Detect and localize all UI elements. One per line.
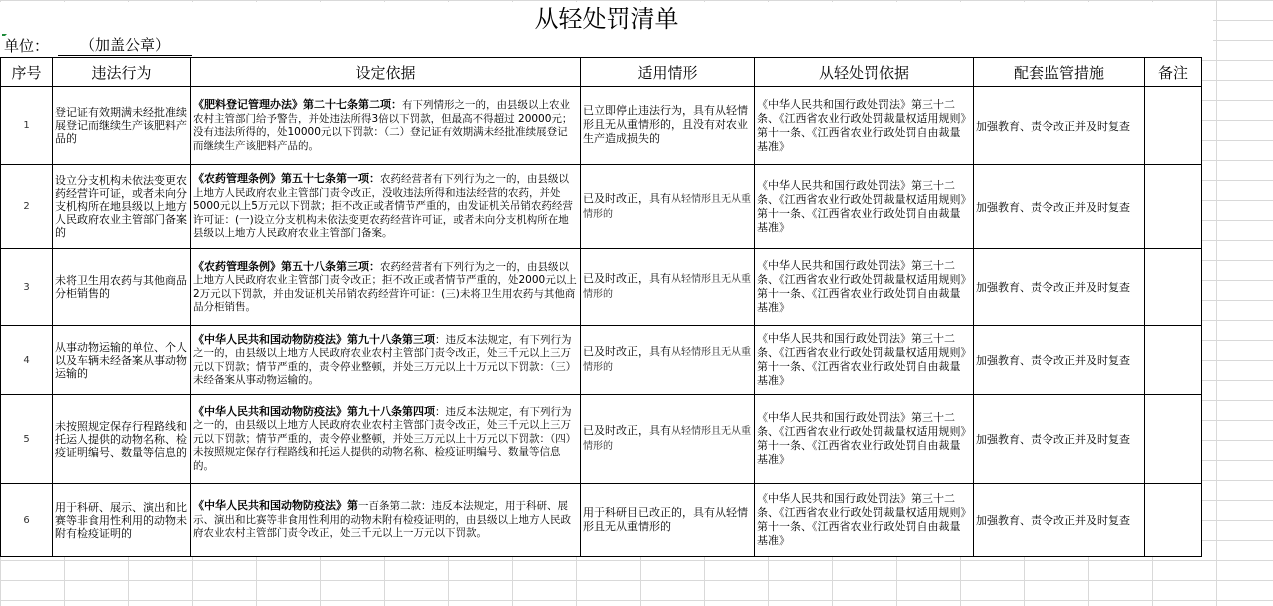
basis-body: ：违反本法规定，有下列行为之一的，由县级以上地方人民政府农业农村主管部门责令改正，处三千元以上三万元以下罚款；情节严重的，责令停业整顿，并处三万元以上十万元以下罚款：（四）未按照规定保存行程路线和托运人提供的动物名称、检疫证明编号、数量等信息的。 <box>193 405 577 472</box>
penalty-table <box>0 57 1202 557</box>
cell-measures[interactable]: 加强教育、责令改正并及时复查 <box>974 249 1145 326</box>
cell-measures[interactable]: 加强教育、责令改正并及时复查 <box>974 87 1145 165</box>
situation-small: 从轻情形且无从重情形的 <box>583 274 751 300</box>
cell-basis[interactable] <box>191 165 581 249</box>
cell-act[interactable]: 用于科研、展示、演出和比赛等非食用性利用的动物未附有检疫证明的 <box>53 484 191 557</box>
basis-body: 农药经营者有下列行为之一的，由县级以上地方人民政府农业主管部门责令改正；拒不改正或者情节严重的，处2000元以上2万元以下罚款，并由发证机关吊销农药经营许可证：(三)未将卫生用农药与其他商品分柜销售。 <box>193 260 577 313</box>
cell-no[interactable]: 1 <box>1 87 53 165</box>
cell-relief[interactable]: 《中华人民共和国行政处罚法》第三十二条、《江西省农业行政处罚裁量权适用规则》第十一条、《江西省农业行政处罚自由裁量基准》 <box>755 326 974 395</box>
situation-text: 已及时改正，具有 <box>583 424 671 437</box>
col-header-note[interactable]: 备注 <box>1145 58 1202 87</box>
cell-relief[interactable]: 《中华人民共和国行政处罚法》第三十二条、《江西省农业行政处罚裁量权适用规则》第十一条、《江西省农业行政处罚自由裁量基准》 <box>755 484 974 557</box>
cell-act[interactable]: 登记证有效期满未经批准续展登记而继续生产该肥料产品的 <box>53 87 191 165</box>
cell-note[interactable] <box>1145 87 1202 165</box>
basis-head: 《中华人民共和国动物防疫法》第九十八条第三项 <box>193 332 435 346</box>
basis-head: 《农药管理条例》第五十七条第一项： <box>193 172 380 186</box>
cell-situation[interactable] <box>581 326 755 395</box>
cell-no[interactable]: 2 <box>1 165 53 249</box>
cell-act[interactable]: 设立分支机构未依法变更农药经营许可证，或者未向分支机构所在地县级以上地方人民政府农业主管部门备案的 <box>53 165 191 249</box>
cell-note[interactable] <box>1145 165 1202 249</box>
cell-note[interactable] <box>1145 326 1202 395</box>
cell-note[interactable] <box>1145 395 1202 484</box>
cell-measures[interactable]: 加强教育、责令改正并及时复查 <box>974 326 1145 395</box>
situation-text: 已及时改正，具有 <box>583 345 671 358</box>
situation-text: 已及时改正，具有 <box>583 191 671 205</box>
cell-relief[interactable]: 《中华人民共和国行政处罚法》第三十二条、《江西省农业行政处罚裁量权适用规则》第十一条、《江西省农业行政处罚自由裁量基准》 <box>755 87 974 165</box>
situation-small: 从轻情形且无从重情形的 <box>583 347 751 373</box>
cell-basis[interactable] <box>191 326 581 395</box>
cell-situation[interactable] <box>581 165 755 249</box>
basis-body: 农药经营者有下列行为之一的，由县级以上地方人民政府农业主管部门责令改正，没收违法所得和违法经营的农药，并处5000元以上5万元以下罚款；拒不改正或者情节严重的，由发证机关吊销农药经营许可证：(一)设立分支机构未依法变更农药经营许可证，或者未向分支机构所在地县级以上地方人民政府农业主管部门备案。 <box>193 173 573 240</box>
table-row <box>1 326 1202 395</box>
cell-measures[interactable]: 加强教育、责令改正并及时复查 <box>974 484 1145 557</box>
cell-note[interactable] <box>1145 484 1202 557</box>
cell-situation[interactable] <box>581 249 755 326</box>
cell-act[interactable]: 未按照规定保存行程路线和托运人提供的动物名称、检疫证明编号、数量等信息的 <box>53 395 191 484</box>
table-row <box>1 87 1202 165</box>
table-row <box>1 165 1202 249</box>
header-row <box>1 58 1202 87</box>
cell-relief[interactable]: 《中华人民共和国行政处罚法》第三十二条、《江西省农业行政处罚裁量权适用规则》第十一条、《江西省农业行政处罚自由裁量基准》 <box>755 249 974 326</box>
table-row <box>1 395 1202 484</box>
cell-measures[interactable]: 加强教育、责令改正并及时复查 <box>974 395 1145 484</box>
col-header-relief[interactable]: 从轻处罚依据 <box>755 58 974 87</box>
sheet-title: 从轻处罚清单 <box>0 2 1213 36</box>
situation-text: 用于科研目已改正的，具有从轻情形且无从重情形的 <box>583 505 748 533</box>
cell-basis[interactable] <box>191 484 581 557</box>
cell-basis[interactable] <box>191 249 581 326</box>
cell-no[interactable]: 4 <box>1 326 53 395</box>
cell-note[interactable] <box>1145 249 1202 326</box>
cell-situation[interactable] <box>581 87 755 165</box>
table-row <box>1 484 1202 557</box>
cell-situation[interactable] <box>581 395 755 484</box>
cell-no[interactable]: 6 <box>1 484 53 557</box>
situation-small: 从轻情形且无从重情形的 <box>583 193 751 220</box>
cell-no[interactable]: 5 <box>1 395 53 484</box>
cell-situation[interactable] <box>581 484 755 557</box>
unit-value[interactable]: （加盖公章） <box>58 36 192 56</box>
situation-text: 已及时改正，具有 <box>583 272 671 285</box>
cell-basis[interactable] <box>191 87 581 165</box>
situation-small: 从轻情形且无从重情形的 <box>583 426 751 452</box>
col-header-basis[interactable]: 设定依据 <box>191 58 581 87</box>
basis-head: 《中华人民共和国动物防疫法》第 <box>193 499 358 513</box>
col-header-no[interactable]: 序号 <box>1 58 53 87</box>
cell-act[interactable]: 从事动物运输的单位、个人以及车辆未经备案从事动物运输的 <box>53 326 191 395</box>
cell-basis[interactable] <box>191 395 581 484</box>
table-row <box>1 249 1202 326</box>
unit-label: 单位： <box>4 37 50 55</box>
cell-act[interactable]: 未将卫生用农药与其他商品分柜销售的 <box>53 249 191 326</box>
basis-head: 《中华人民共和国动物防疫法》第九十八条第四项 <box>193 404 435 418</box>
cell-relief[interactable]: 《中华人民共和国行政处罚法》第三十二条、《江西省农业行政处罚裁量权适用规则》第十一条、《江西省农业行政处罚自由裁量基准》 <box>755 165 974 249</box>
cell-no[interactable]: 3 <box>1 249 53 326</box>
col-header-situation[interactable]: 适用情形 <box>581 58 755 87</box>
basis-body: 有下列情形之一的，由县级以上农业农村主管部门给予警告，并处违法所得3倍以下罚款，但最高不得超过 20000元；没有违法所得的，处10000元以下罚款：（二）登记证有效期满未经批准续展登记而继续生产该肥料产品的。 <box>193 99 573 152</box>
col-header-act[interactable]: 违法行为 <box>53 58 191 87</box>
basis-head: 《肥料登记管理办法》第二十七条第二项： <box>193 98 402 111</box>
col-header-measures[interactable]: 配套监管措施 <box>974 58 1145 87</box>
basis-body: ：违反本法规定，有下列行为之一的，由县级以上地方人民政府农业农村主管部门责令改正，处三千元以上三万元以下罚款；情节严重的，责令停业整顿，并处三万元以上十万元以下罚款：（三）未经备案从事动物运输的。 <box>193 333 577 386</box>
cell-measures[interactable]: 加强教育、责令改正并及时复查 <box>974 165 1145 249</box>
basis-head: 《农药管理条例》第五十八条第三项： <box>193 259 380 273</box>
unit-row <box>0 36 1213 57</box>
cell-relief[interactable]: 《中华人民共和国行政处罚法》第三十二条、《江西省农业行政处罚裁量权适用规则》第十一条、《江西省农业行政处罚自由裁量基准》 <box>755 395 974 484</box>
situation-text: 已立即停止违法行为，具有从轻情形且无从重情形的，且没有对农业生产造成损失的 <box>583 104 748 145</box>
basis-body: 一百条第二款：违反本法规定，用于科研、展示、演出和比赛等非食用性利用的动物未附有检疫证明的，由县级以上地方人民政府农业农村主管部门责令改正，处三千元以上一万元以下罚款。 <box>193 500 571 540</box>
